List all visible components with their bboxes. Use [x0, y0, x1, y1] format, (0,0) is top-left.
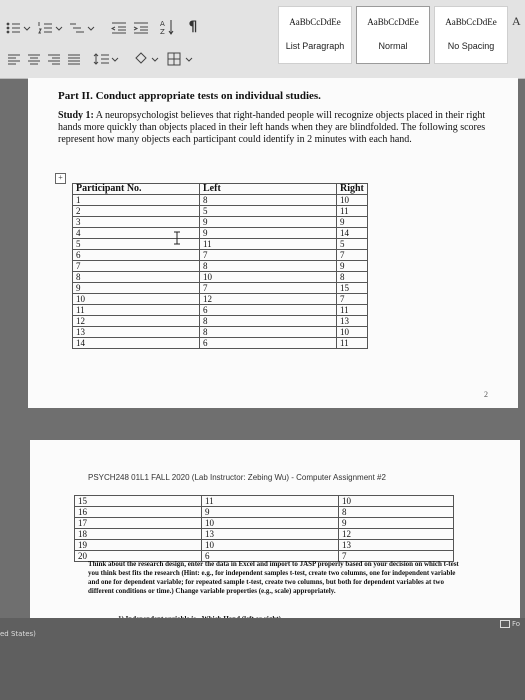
- participant-cell[interactable]: 13: [73, 327, 200, 338]
- participant-cell[interactable]: 12: [73, 316, 200, 327]
- numbering-button[interactable]: [36, 20, 64, 36]
- right-cell[interactable]: 7: [337, 294, 368, 305]
- study-text: A neuropsychologist believes that right-handed people will recognize objects placed in their right hands more quickly than objects placed in their left hands when they are blindfolded. The following scores represent how many objects each participant could identify in 2 minutes with each hand.: [58, 110, 486, 145]
- left-cell[interactable]: 10: [202, 540, 339, 551]
- participant-cell[interactable]: 18: [75, 529, 202, 540]
- right-cell[interactable]: 13: [339, 540, 454, 551]
- style-name: No Spacing: [447, 41, 495, 51]
- participant-cell[interactable]: 14: [73, 338, 200, 349]
- shading-button[interactable]: [132, 51, 162, 67]
- left-cell[interactable]: 8: [200, 327, 337, 338]
- table-row: [73, 195, 368, 206]
- document-page-1: [28, 78, 518, 408]
- style-normal[interactable]: [356, 6, 430, 64]
- right-cell[interactable]: 11: [337, 305, 368, 316]
- left-cell[interactable]: 7: [200, 250, 337, 261]
- right-cell[interactable]: 10: [339, 496, 454, 507]
- left-cell[interactable]: 6: [202, 551, 339, 562]
- table-row: [73, 283, 368, 294]
- pilcrow-icon: ¶: [188, 19, 198, 35]
- style-next-preview[interactable]: A: [512, 14, 521, 28]
- left-cell[interactable]: 9: [202, 507, 339, 518]
- participant-cell[interactable]: 15: [75, 496, 202, 507]
- left-cell[interactable]: 5: [200, 206, 337, 217]
- right-cell[interactable]: 7: [337, 250, 368, 261]
- justify-button[interactable]: [66, 52, 82, 66]
- language-indicator[interactable]: ed States): [0, 630, 36, 638]
- sort-az-icon: [159, 18, 175, 36]
- right-cell[interactable]: 8: [337, 272, 368, 283]
- style-sample: AaBbCcDdEe: [289, 17, 341, 27]
- line-spacing-button[interactable]: [92, 51, 120, 67]
- instructions-paragraph: Think about the research design, enter the data in Excel and import to JASP properly based on your decision on which t-test you think best fits the research (Hint: e.g., for independent samples t-test, create two columns, one for independent variable and one for dependent variable; for repeated sample t-test, create two columns, but both for dependent variables at two different conditions or time.) Change variable properties (e.g., scale) appropriately.: [88, 560, 459, 595]
- bullet-list-icon: [5, 21, 31, 35]
- participant-cell[interactable]: 19: [75, 540, 202, 551]
- study-label: Study 1:: [58, 110, 94, 121]
- bullets-button[interactable]: [4, 20, 32, 36]
- table-row: [75, 529, 454, 540]
- participant-cell[interactable]: 9: [73, 283, 200, 294]
- table-row: [73, 327, 368, 338]
- table-row: [73, 316, 368, 327]
- borders-icon: [167, 52, 195, 66]
- align-left-icon: [7, 53, 21, 65]
- multilevel-list-button[interactable]: [68, 20, 96, 36]
- left-cell[interactable]: 9: [200, 217, 337, 228]
- participant-cell[interactable]: 1: [73, 195, 200, 206]
- left-cell[interactable]: 6: [200, 338, 337, 349]
- table-row: [73, 294, 368, 305]
- header-participant: Participant No.: [73, 184, 200, 195]
- table-row: [73, 239, 368, 250]
- table-row: [73, 206, 368, 217]
- right-cell[interactable]: 11: [337, 338, 368, 349]
- right-cell[interactable]: 10: [337, 195, 368, 206]
- table-row: [73, 305, 368, 316]
- style-name: Normal: [378, 41, 408, 51]
- focus-label: Fo: [512, 620, 521, 628]
- participant-cell[interactable]: 3: [73, 217, 200, 228]
- decrease-indent-icon: [111, 21, 127, 35]
- multilevel-list-icon: [69, 21, 95, 35]
- numbered-list-icon: [37, 21, 63, 35]
- participant-cell[interactable]: 5: [73, 239, 200, 250]
- participant-cell[interactable]: 16: [75, 507, 202, 518]
- align-right-button[interactable]: [46, 52, 62, 66]
- table-row: [73, 250, 368, 261]
- right-cell[interactable]: 14: [337, 228, 368, 239]
- focus-button[interactable]: [500, 618, 525, 630]
- table-row: [73, 261, 368, 272]
- participant-cell[interactable]: 7: [73, 261, 200, 272]
- table-row: [73, 272, 368, 283]
- left-cell[interactable]: 11: [200, 239, 337, 250]
- scores-table-continued[interactable]: [74, 495, 454, 562]
- borders-button[interactable]: [166, 51, 196, 67]
- right-cell[interactable]: 11: [337, 206, 368, 217]
- scores-table[interactable]: [72, 183, 368, 349]
- right-cell[interactable]: 15: [337, 283, 368, 294]
- right-cell[interactable]: 10: [337, 327, 368, 338]
- left-cell[interactable]: 8: [200, 261, 337, 272]
- style-sample: AaBbCcDdEe: [445, 17, 497, 27]
- style-name: List Paragraph: [285, 41, 345, 51]
- paint-bucket-icon: [133, 52, 161, 66]
- participant-cell[interactable]: 4: [73, 228, 200, 239]
- left-cell[interactable]: 7: [200, 283, 337, 294]
- left-cell[interactable]: 13: [202, 529, 339, 540]
- left-cell[interactable]: 12: [200, 294, 337, 305]
- participant-cell[interactable]: 10: [73, 294, 200, 305]
- table-row: [73, 228, 368, 239]
- participant-cell[interactable]: 6: [73, 250, 200, 261]
- right-cell[interactable]: 9: [337, 217, 368, 228]
- table-row: [75, 507, 454, 518]
- header-right: Right: [337, 184, 368, 195]
- page-header: PSYCH248 01L1 FALL 2020 (Lab Instructor: Zebing Wu) - Computer Assignment #2: [88, 473, 386, 482]
- section-heading: Part II. Conduct appropriate tests on individual studies.: [58, 90, 321, 102]
- table-row: [75, 496, 454, 507]
- status-bar: [0, 618, 525, 700]
- left-cell[interactable]: 11: [202, 496, 339, 507]
- right-cell[interactable]: 12: [339, 529, 454, 540]
- study-paragraph: [58, 110, 508, 146]
- decrease-indent-button[interactable]: [110, 20, 128, 36]
- sort-button[interactable]: [158, 18, 176, 36]
- i-beam-cursor-icon: [173, 231, 181, 245]
- align-center-button[interactable]: [26, 52, 42, 66]
- line-spacing-icon: [93, 52, 119, 66]
- table-row: [73, 217, 368, 228]
- show-formatting-button[interactable]: [184, 18, 202, 36]
- style-no-spacing[interactable]: [434, 6, 508, 64]
- ribbon-toolbar: [0, 0, 525, 79]
- left-cell[interactable]: 8: [200, 195, 337, 206]
- justify-icon: [67, 53, 81, 65]
- table-move-handle[interactable]: +: [55, 173, 66, 184]
- participant-cell[interactable]: 17: [75, 518, 202, 529]
- left-cell[interactable]: 6: [200, 305, 337, 316]
- right-cell[interactable]: 9: [339, 518, 454, 529]
- left-cell[interactable]: 10: [200, 272, 337, 283]
- participant-cell[interactable]: 8: [73, 272, 200, 283]
- page-number: 2: [484, 390, 488, 399]
- right-cell[interactable]: 9: [337, 261, 368, 272]
- left-cell[interactable]: 9: [200, 228, 337, 239]
- increase-indent-button[interactable]: [132, 20, 150, 36]
- table-row: [75, 518, 454, 529]
- right-cell[interactable]: 13: [337, 316, 368, 327]
- align-right-icon: [47, 53, 61, 65]
- right-cell[interactable]: 7: [339, 551, 454, 562]
- style-sample: AaBbCcDdEe: [367, 17, 419, 27]
- align-left-button[interactable]: [6, 52, 22, 66]
- table-header-row: [73, 184, 368, 195]
- focus-icon: [500, 620, 510, 628]
- participant-cell[interactable]: 20: [75, 551, 202, 562]
- right-cell[interactable]: 5: [337, 239, 368, 250]
- svg-text:Z: Z: [160, 28, 165, 36]
- style-list-paragraph[interactable]: [278, 6, 352, 64]
- svg-text:A: A: [160, 20, 165, 28]
- increase-indent-icon: [133, 21, 149, 35]
- participant-cell[interactable]: 11: [73, 305, 200, 316]
- table-row: [75, 540, 454, 551]
- left-cell[interactable]: 8: [200, 316, 337, 327]
- right-cell[interactable]: 8: [339, 507, 454, 518]
- participant-cell[interactable]: 2: [73, 206, 200, 217]
- align-center-icon: [27, 53, 41, 65]
- left-cell[interactable]: 10: [202, 518, 339, 529]
- table-row: [73, 338, 368, 349]
- header-left: Left: [200, 184, 337, 195]
